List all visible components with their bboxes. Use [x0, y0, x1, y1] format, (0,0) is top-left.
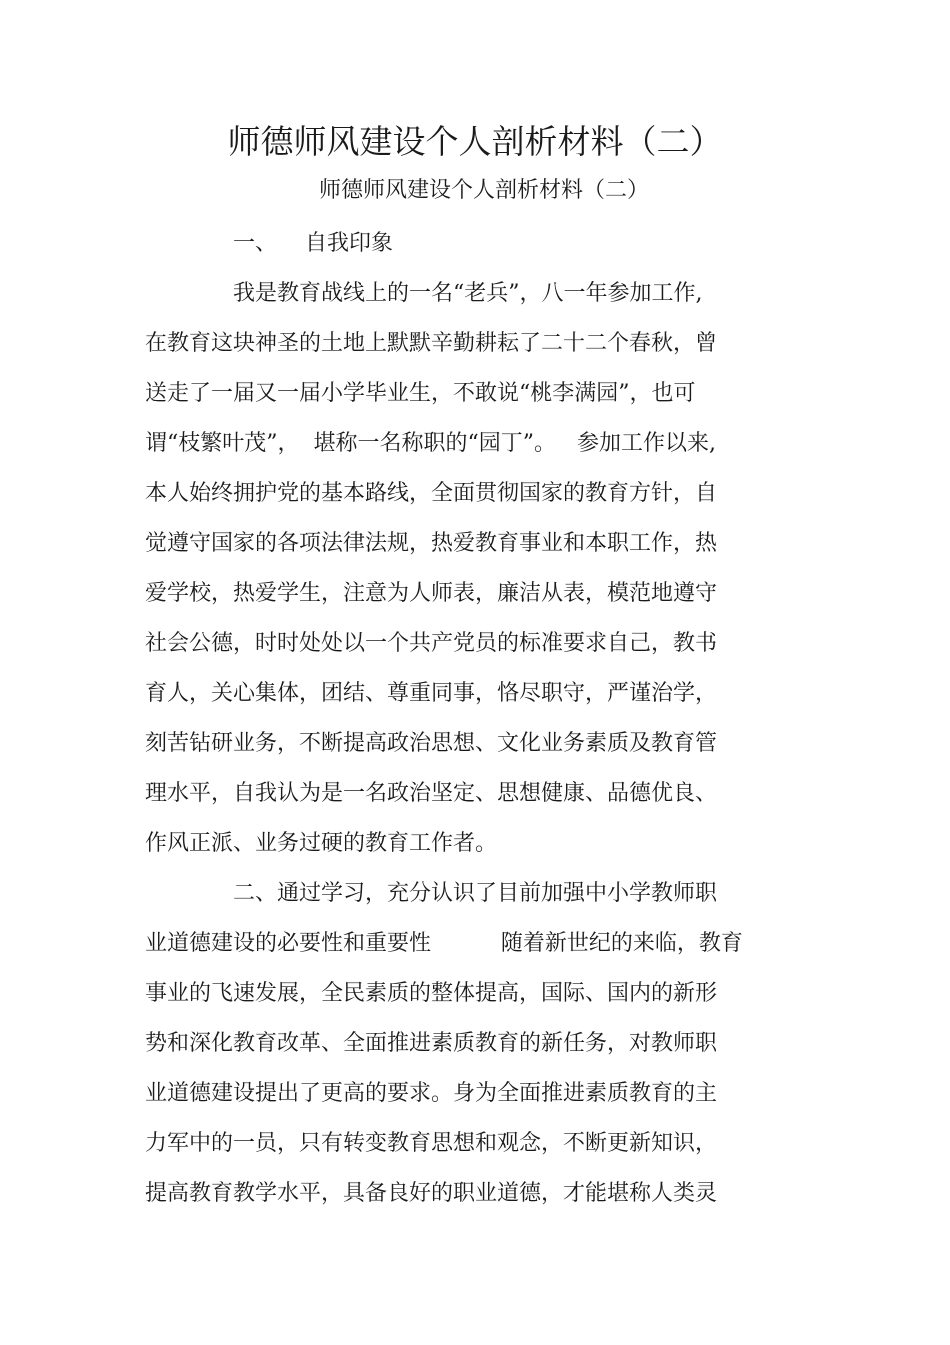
paragraph-line: 事业的飞速发展，全民素质的整体提高，国际、国内的新形 [145, 981, 718, 1006]
paragraph-line: 业道德建设提出了更高的要求。身为全面推进素质教育的主 [145, 1081, 718, 1106]
paragraph-line: 在教育这块神圣的土地上默默辛勤耕耘了二十二个春秋，曾 [145, 331, 718, 356]
paragraph-line: 觉遵守国家的各项法律法规，热爱教育事业和本职工作，热 [145, 531, 718, 556]
paragraph-line: 业道德建设的必要性和重要性 随着新世纪的来临，教育 [145, 931, 743, 956]
paragraph-line: 提高教育教学水平，具备良好的职业道德，才能堪称人类灵 [145, 1181, 718, 1206]
document-subtitle: 师德师风建设个人剖析材料（二） [318, 178, 649, 203]
paragraph-line: 势和深化教育改革、全面推进素质教育的新任务，对教师职 [145, 1031, 718, 1056]
paragraph-line: 爱学校，热爱学生，注意为人师表，廉洁从表，模范地遵守 [145, 581, 718, 606]
paragraph-line: 刻苦钻研业务，不断提高政治思想、文化业务素质及教育管 [145, 731, 718, 756]
paragraph-line: 社会公德，时时处处以一个共产党员的标准要求自己，教书 [145, 631, 718, 656]
paragraph-line: 本人始终拥护党的基本路线，全面贯彻国家的教育方针，自 [145, 481, 718, 506]
paragraph-line: 谓“枝繁叶茂”， 堪称一名称职的“园丁”。 参加工作以来, [145, 431, 716, 456]
section-heading-1: 一、 自我印象 [233, 231, 393, 256]
paragraph-line: 育人，关心集体，团结、尊重同事，恪尽职守，严谨治学， [145, 681, 718, 706]
paragraph-line: 我是教育战线上的一名“老兵”，八一年参加工作, [233, 281, 703, 306]
paragraph-line: 理水平，自我认为是一名政治坚定、思想健康、品德优良、 [145, 781, 718, 806]
paragraph-line: 作风正派、业务过硬的教育工作者。 [145, 831, 498, 856]
paragraph-line: 送走了一届又一届小学毕业生，不敢说“桃李满园”，也可 [145, 381, 696, 406]
section-heading-2: 二、通过学习，充分认识了目前加强中小学教师职 [233, 881, 718, 906]
document-title: 师德师风建设个人剖析材料（二） [227, 122, 723, 161]
paragraph-line: 力军中的一员，只有转变教育思想和观念，不断更新知识， [145, 1131, 718, 1156]
